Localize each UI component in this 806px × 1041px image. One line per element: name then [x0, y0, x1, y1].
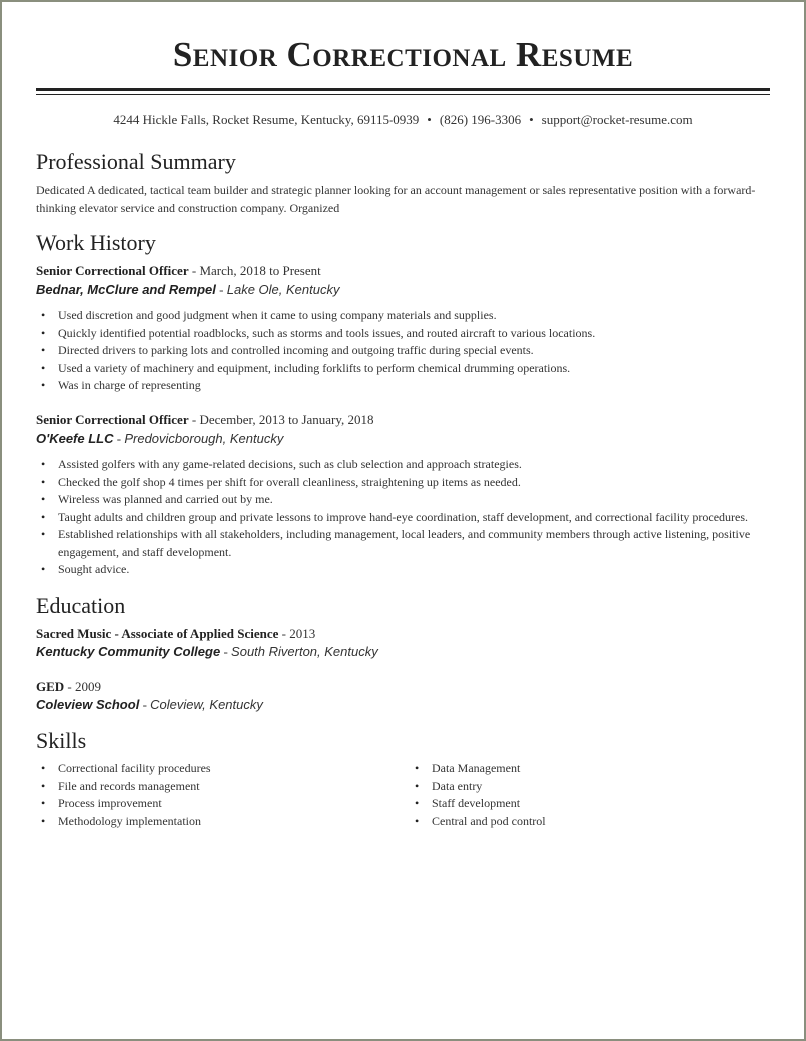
list-item: • Correctional facility procedures: [58, 760, 211, 778]
contact-separator: •: [529, 112, 534, 127]
list-item: • Checked the golf shop 4 times per shift for overall cleanliness, straightening up items as needed.: [58, 474, 770, 492]
education-school: Kentucky Community College: [36, 644, 221, 659]
list-item: • Process improvement: [58, 795, 211, 813]
list-item: • Central and pod control: [432, 813, 546, 831]
education-location: South Riverton, Kentucky: [231, 644, 378, 659]
skills-list-right: [410, 760, 546, 830]
resume-title: Senior Correctional Resume: [172, 35, 634, 74]
education-school: Coleview School: [36, 697, 140, 712]
list-item: • Sought advice.: [58, 561, 770, 579]
list-item: • Methodology implementation: [58, 813, 211, 831]
header-rule-thick: [36, 88, 770, 91]
job-employer-line: Bednar, McClure and Rempel - Lake Ole, Kentucky: [36, 282, 340, 297]
education-degree-line: GED - 2009: [36, 679, 102, 694]
job-title: Senior Correctional Officer: [36, 263, 189, 278]
job-dates: December, 2013 to January, 2018: [199, 412, 374, 427]
list-item: • Data entry: [432, 778, 546, 796]
job-bullets: [36, 456, 770, 579]
education-year: 2013: [289, 626, 316, 641]
summary-text: Dedicated A dedicated, tactical team builder and strategic planner looking for an account management or sales representative position with a forward-thinking elevator service and construction company. Organized: [36, 183, 756, 215]
job-location: Lake Ole, Kentucky: [226, 282, 340, 297]
contact-phone: (826) 196-3306: [439, 112, 522, 127]
contact-separator: •: [427, 112, 432, 127]
education-degree: Sacred Music - Associate of Applied Science: [36, 626, 279, 641]
list-item: • File and records management: [58, 778, 211, 796]
list-item: • Staff development: [432, 795, 546, 813]
job-employer-line: O'Keefe LLC - Predovicborough, Kentucky: [36, 431, 284, 446]
education-degree-line: Sacred Music - Associate of Applied Science - 2013: [36, 626, 316, 641]
contact-email: support@rocket-resume.com: [541, 112, 693, 127]
list-item: • Established relationships with all stakeholders, including management, local leaders, and community members through active listening, positive engagement, and staff development.: [58, 526, 770, 561]
list-item: • Taught adults and children group and private lessons to improve hand-eye coordination, staff development, and correctional facility procedures.: [58, 509, 770, 527]
job-location: Predovicborough, Kentucky: [124, 431, 284, 446]
skills-list-left: [36, 760, 211, 830]
contact-address: 4244 Hickle Falls, Rocket Resume, Kentucky, 69115-0939: [113, 112, 420, 127]
education-school-line: Coleview School - Coleview, Kentucky: [36, 697, 263, 712]
job-bullets: [36, 307, 770, 395]
skills-heading: Skills: [36, 728, 87, 753]
job-dates: March, 2018 to Present: [199, 263, 321, 278]
education-location: Coleview, Kentucky: [150, 697, 263, 712]
job-title: Senior Correctional Officer: [36, 412, 189, 427]
contact-line: [36, 111, 770, 129]
job-employer: Bednar, McClure and Rempel: [36, 282, 216, 297]
list-item: • Directed drivers to parking lots and controlled incoming and outgoing traffic during special events.: [58, 342, 770, 360]
list-item: • Data Management: [432, 760, 546, 778]
summary-heading: Professional Summary: [36, 149, 236, 174]
list-item: • Assisted golfers with any game-related decisions, such as club selection and approach strategies.: [58, 456, 770, 474]
job-title-line: Senior Correctional Officer - March, 2018 to Present: [36, 263, 321, 278]
list-item: • Wireless was planned and carried out by me.: [58, 491, 770, 509]
job-title-line: Senior Correctional Officer - December, 2013 to January, 2018: [36, 412, 374, 427]
education-heading: Education: [36, 593, 126, 618]
education-degree: GED: [36, 679, 65, 694]
resume-content: [36, 2, 770, 1039]
list-item: • Used a variety of machinery and equipment, including forklifts to perform chemical drumming operations.: [58, 360, 770, 378]
education-school-line: Kentucky Community College - South Riverton, Kentucky: [36, 644, 378, 659]
work-history-heading: Work History: [36, 230, 156, 255]
job-employer: O'Keefe LLC: [36, 431, 114, 446]
education-year: 2009: [75, 679, 102, 694]
list-item: • Was in charge of representing: [58, 377, 770, 395]
list-item: • Quickly identified potential roadblocks, such as storms and tools issues, and routed aircraft to various locations.: [58, 325, 770, 343]
list-item: • Used discretion and good judgment when it came to using company materials and supplies.: [58, 307, 770, 325]
header-rule-thin: [36, 94, 770, 95]
